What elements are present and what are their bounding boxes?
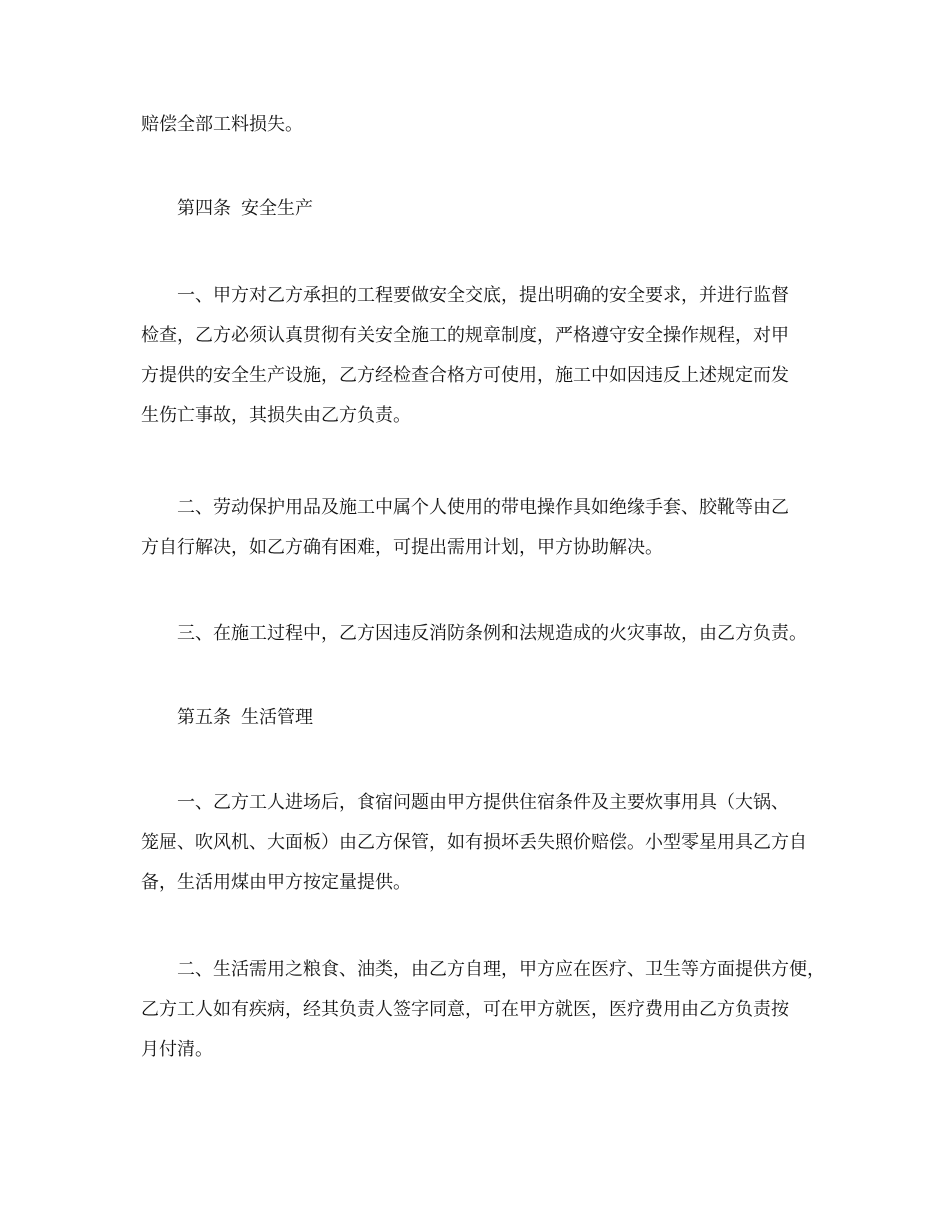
article-5-heading: [141, 698, 857, 738]
text-line: 检查，乙方必须认真贯彻有关安全施工的规章制度，严格遵守安全操作规程，对甲: [141, 325, 789, 346]
text-line: 备，生活用煤由甲方按定量提供。: [141, 872, 411, 893]
text-line: 方提供的安全生产设施，乙方经检查合格方可使用，施工中如因违反上述规定而发: [141, 365, 789, 386]
article-4-heading: [141, 189, 857, 229]
text-line: 方自行解决，如乙方确有困难，可提出需用计划，甲方协助解决。: [141, 537, 663, 558]
paragraph-living-2: [141, 950, 825, 1070]
text-line: 一、乙方工人进场后，食宿问题由甲方提供住宿条件及主要炊事用具（大锅、: [177, 792, 789, 813]
article-number: 第五条: [177, 707, 231, 728]
article-number: 第四条: [177, 198, 231, 219]
article-title: 安全生产: [241, 198, 313, 219]
text-line: 三、在施工过程中，乙方因违反消防条例和法规造成的火灾事故，由乙方负责。: [177, 623, 807, 644]
paragraph-safety-3: [141, 614, 821, 654]
text-line: 笼屉、吹风机、大面板）由乙方保管，如有损坏丢失照价赔偿。小型零星用具乙方自: [141, 832, 807, 853]
article-title: 生活管理: [241, 707, 313, 728]
text-line: 月付清。: [141, 1039, 213, 1060]
text-line: 乙方工人如有疾病，经其负责人签字同意，可在甲方就医，医疗费用由乙方负责按: [141, 999, 789, 1020]
paragraph-safety-1: [141, 276, 821, 436]
paragraph-living-1: [141, 783, 821, 903]
paragraph-safety-2: [141, 488, 821, 568]
text-line: 二、生活需用之粮食、油类，由乙方自理，甲方应在医疗、卫生等方面提供方便，: [177, 959, 825, 980]
text-line: 赔偿全部工料损失。: [141, 114, 303, 135]
text-line: 生伤亡事故，其损失由乙方负责。: [141, 405, 411, 426]
paragraph-continuation: [141, 105, 821, 145]
text-line: 二、劳动保护用品及施工中属个人使用的带电操作具如绝缘手套、胶靴等由乙: [177, 497, 789, 518]
text-line: 一、甲方对乙方承担的工程要做安全交底，提出明确的安全要求，并进行监督: [177, 285, 789, 306]
